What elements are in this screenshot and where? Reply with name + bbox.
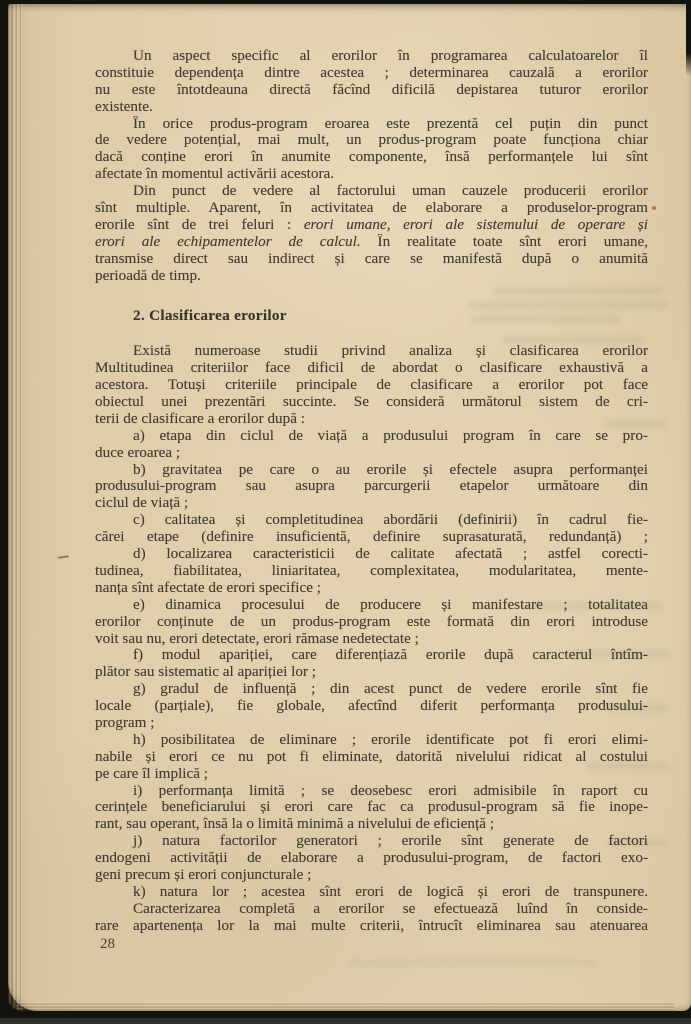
text-run: g) gradul de influență ; din acest punct de vedere erorile sînt fie [133, 681, 648, 698]
section-heading: 2. Clasificarea erorilor [133, 308, 287, 325]
show-through-mark [348, 959, 598, 967]
text-line [95, 166, 648, 183]
text-line [95, 631, 648, 648]
scan-corner-shadow [686, 0, 691, 76]
scan-bottom-bar [0, 1018, 691, 1024]
italic-text-run: erori ale echipamentelor de calcul. [95, 233, 361, 250]
text-column [95, 48, 648, 935]
text-line [95, 715, 648, 732]
text-run: locale (parțiale), fie globale, afectînd diferit performanța produsului- [95, 698, 648, 715]
text-run: plător sau sistematic al apariției lor ; [95, 664, 316, 681]
margin-pencil-mark [58, 555, 69, 559]
text-run: duce eroarea ; [95, 444, 181, 461]
text-line [95, 918, 648, 935]
text-line [95, 132, 648, 149]
text-run: Multitudinea criteriilor face dificil de abordat o clasificare exhaustivă a [95, 360, 648, 377]
text-line [95, 614, 648, 631]
text-run: geni precum și erori conjuncturale ; [95, 866, 312, 883]
text-run: afectate în momentul activării acestora. [95, 166, 335, 183]
text-run: cerințele beneficiarului și erori care fac ca produsul-program să fie inope- [95, 799, 648, 816]
text-line [95, 149, 648, 166]
italic-text-run: erori umane, erori ale sistemului de operare și [303, 216, 648, 233]
text-run: Caracterizarea completă a erorilor se efectuează luînd în conside- [133, 900, 648, 917]
text-run: j) natura factorilor generatori ; erorile sînt generate de factori [133, 833, 648, 850]
text-run: endogeni activității de elaborare a produsului-program, de factori exo- [95, 850, 648, 867]
text-run: dacă conține erori în anumite componente, însă performanțele lui sînt [95, 149, 648, 166]
text-line [95, 850, 648, 867]
text-line [95, 394, 648, 411]
text-line [95, 428, 648, 445]
text-line [95, 580, 648, 597]
text-run: erorile sînt de trei feluri : [95, 216, 304, 233]
text-line [95, 698, 648, 715]
text-line [95, 512, 648, 529]
text-run: i) performanța limită ; se deosebesc erori admisibile în raport cu [133, 782, 648, 799]
text-run: rant, sau operant, însă la o limită minimă a nivelului de eficiență ; [95, 816, 494, 833]
text-line [95, 597, 648, 614]
text-run: ciclul de viață ; [95, 495, 189, 512]
text-run: În realitate toate sînt erori umane, [360, 233, 648, 250]
text-run: cărei etape (definire insuficientă, definire suprasaturată, redundanță) ; [95, 529, 648, 546]
paper-speck [652, 206, 656, 210]
text-run: rare apartenența lor la mai multe criterii, întrucît eliminarea sau atenuarea [95, 917, 648, 934]
text-line [95, 749, 648, 766]
text-line [95, 478, 648, 495]
text-line [95, 462, 648, 479]
text-line [95, 833, 648, 850]
text-run: h) posibilitatea de eliminare ; erorile identificate pot fi erori elimi- [133, 731, 648, 748]
text-line [95, 82, 648, 99]
text-run: c) calitatea și completitudinea abordării (definirii) în cadrul fie- [133, 512, 648, 529]
text-line [95, 647, 648, 664]
text-line [95, 766, 648, 783]
text-run: sînt multiple. Aparent, în activitatea de elaborare a produselor-program [95, 200, 648, 217]
text-run: e) dinamica procesului de producere și manifestare ; totalitatea [133, 596, 648, 613]
text-run: acestora. Totuși criteriile principale de clasificare a erorilor pot face [95, 377, 648, 394]
text-line [95, 48, 648, 65]
page-edge-stack-left [8, 4, 22, 1011]
text-run: program ; [95, 714, 155, 731]
text-line [95, 901, 648, 918]
text-line [95, 816, 648, 833]
text-run: perioadă de timp. [95, 267, 201, 284]
text-run: nanța sînt afectate de erori specifice ; [95, 579, 322, 596]
page-number: 28 [100, 936, 115, 952]
text-run: nabile și erori ce nu pot fi eliminate, datorită nivelului ridicat al costului [95, 748, 648, 765]
text-run: existente. [95, 98, 153, 115]
text-line [95, 799, 648, 816]
text-line [95, 884, 648, 901]
text-line [95, 411, 648, 428]
text-run: d) localizarea caracteristicii de calitate afectată ; astfel corecti- [133, 546, 648, 563]
text-run: f) modul apariției, care diferențiază erorile după caracterul întîm- [133, 647, 648, 664]
text-run: terii de clasificare a erorilor după : [95, 410, 305, 427]
text-line [95, 529, 648, 546]
text-run: pe care îl implică ; [95, 765, 209, 782]
text-line [95, 732, 648, 749]
text-run: transmise direct sau indirect și care se manifestă după o anumită [95, 250, 648, 267]
text-line [95, 343, 648, 360]
text-run: voit sau nu, erori detectate, erori rămase nedetectate ; [95, 630, 419, 647]
text-line [95, 200, 648, 217]
page-edge-stack-bottom [14, 1002, 674, 1011]
text-line [95, 563, 648, 580]
text-line [95, 183, 648, 200]
text-run: tudinea, fiabilitatea, liniaritatea, complexitatea, modularitatea, mente- [95, 562, 648, 579]
text-run: b) gravitatea pe care o au erorile și efectele asupra performanței [133, 461, 648, 478]
text-run: de vedere potențial, mai mult, un produs-program poate funcționa chiar [95, 132, 648, 149]
text-line [95, 99, 648, 116]
text-run: erorilor conținute de un produs-program este formată din erori introduse [95, 613, 648, 630]
text-line [95, 546, 648, 563]
text-line [95, 116, 648, 133]
text-run: nu este întotdeauna directă făcînd dificilă depistarea tuturor erorilor [95, 81, 648, 98]
text-line [95, 495, 648, 512]
text-line [95, 268, 648, 285]
text-run: Un aspect specific al erorilor în programarea calculatoarelor îl [133, 48, 648, 64]
text-run: Din punct de vedere al factorului uman cauzele producerii erorilor [133, 183, 648, 200]
text-run: k) natura lor ; acestea sînt erori de logică și erori de transpunere. [133, 883, 648, 900]
text-run: Există numeroase studii privind analiza și clasificarea erorilor [133, 343, 648, 360]
text-run: obiectul unei prezentări succinte. Se consideră următorul sistem de cri- [95, 394, 648, 411]
text-run: constituie dependența dintre acestea ; determinarea cauzală a erorilor [95, 64, 648, 81]
text-line [95, 217, 648, 234]
text-line [95, 360, 648, 377]
text-line [95, 377, 648, 394]
text-line [95, 65, 648, 82]
text-line [95, 681, 648, 698]
text-line [95, 251, 648, 268]
text-run: În orice produs-program eroarea este prezentă cel puțin din punct [133, 115, 648, 132]
page-paper [8, 4, 691, 1011]
text-line [95, 234, 648, 251]
text-run: a) etapa din ciclul de viață a produsului program în care se pro- [133, 427, 648, 444]
text-line [95, 445, 648, 462]
text-line [95, 783, 648, 800]
text-line [95, 867, 648, 884]
text-line [95, 664, 648, 681]
text-run: produsului-program sau asupra parcurgerii etapelor următoare din [95, 478, 648, 495]
